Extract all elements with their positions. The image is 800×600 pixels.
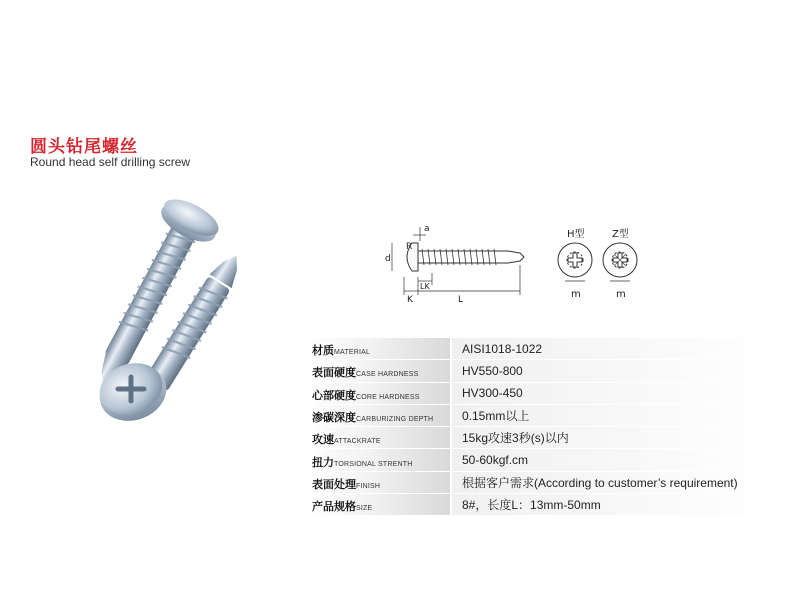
dim-a-label: a xyxy=(424,224,430,234)
spec-row-core-hardness xyxy=(305,383,777,404)
product-title-cn: 圆头钻尾螺丝 xyxy=(30,137,138,157)
spec-label-en: FINISH xyxy=(356,482,381,490)
spec-label-cn: 心部硬度 xyxy=(312,388,356,402)
spec-label-en: ATTACKRATE xyxy=(334,438,381,446)
spec-value: 50-60kgf.cm xyxy=(452,449,777,470)
z-type-head-view xyxy=(603,243,637,281)
spec-row-finish xyxy=(305,472,777,493)
spec-label-cn: 扭力 xyxy=(312,455,334,469)
spec-value: 15kg攻速3秒(s)以内 xyxy=(452,427,777,448)
spec-value: AISI1018-1022 xyxy=(452,338,777,359)
h-type-label: H型 xyxy=(567,229,585,240)
spec-value: HV550-800 xyxy=(452,360,777,381)
spec-row-torsional-strength xyxy=(305,449,777,470)
spec-label-en: MATERIAL xyxy=(334,349,371,357)
spec-value: 0.15mm以上 xyxy=(452,405,777,426)
product-photo xyxy=(30,175,310,430)
product-title-en: Round head self drilling screw xyxy=(30,155,191,169)
spec-label-en: CORE HARDNESS xyxy=(356,393,420,401)
spec-value: 根据客户需求(According to customer’s requirement) xyxy=(452,472,777,493)
spec-label-cn: 表面处理 xyxy=(312,477,356,491)
spec-table xyxy=(305,338,777,515)
spec-label-en: CARBURIZING DEPTH xyxy=(356,416,434,424)
dim-k-label: K xyxy=(407,295,413,305)
m-label-z: m xyxy=(616,289,626,300)
spec-value: HV300-450 xyxy=(452,383,777,404)
dim-d-label: d xyxy=(385,254,391,264)
dim-lk-label: LK xyxy=(420,282,430,291)
spec-label-cn: 渗碳深度 xyxy=(312,411,356,425)
spec-label-cn: 攻速 xyxy=(312,433,334,447)
spec-label-cn: 表面硬度 xyxy=(312,366,356,380)
m-label-h: m xyxy=(571,289,581,300)
spec-label-cn: 产品规格 xyxy=(312,500,356,514)
dim-r-label: R xyxy=(406,242,413,252)
spec-label-en: CASE HARDNESS xyxy=(356,371,419,379)
spec-row-attackrate xyxy=(305,427,777,448)
spec-row-size xyxy=(305,494,777,515)
spec-label-cn: 材质 xyxy=(312,344,334,358)
spec-value: 8#，长度L：13mm-50mm xyxy=(452,494,777,515)
h-type-head-view xyxy=(558,243,592,281)
z-type-label: Z型 xyxy=(612,229,629,240)
spec-row-material xyxy=(305,338,777,359)
technical-drawing xyxy=(380,215,650,305)
spec-label-en: TORSIONAL STRENTH xyxy=(334,460,413,468)
dim-l-label: L xyxy=(458,295,464,305)
spec-row-carburizing-depth xyxy=(305,405,777,426)
spec-row-case-hardness xyxy=(305,360,777,381)
spec-label-en: SIZE xyxy=(356,505,373,513)
